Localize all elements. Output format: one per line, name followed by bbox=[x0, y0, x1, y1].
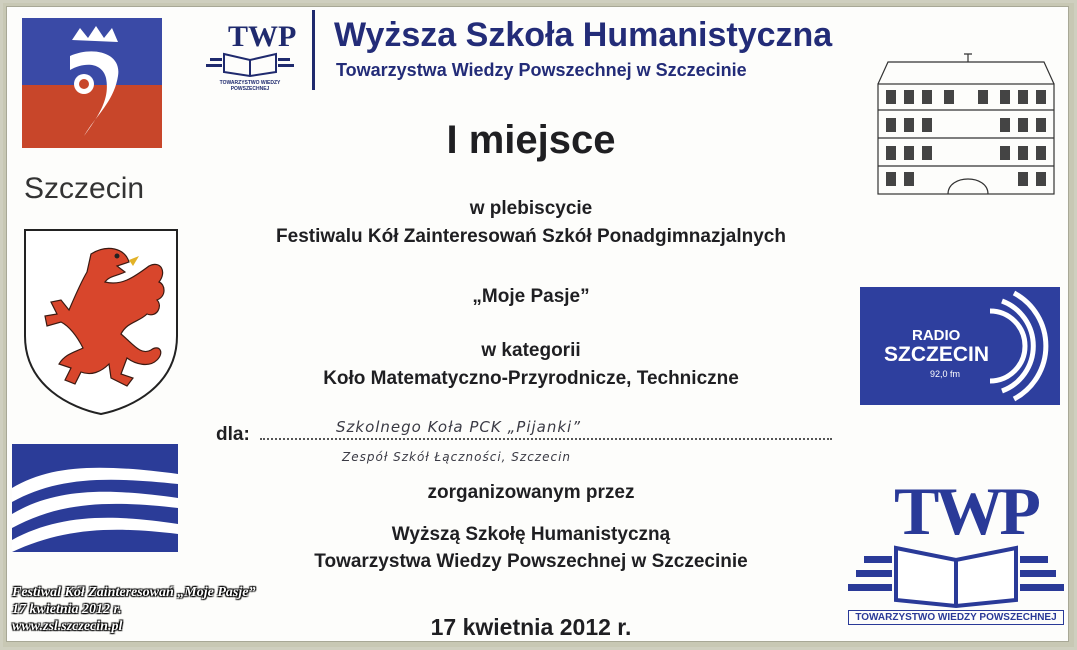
caption-line-3: www.zsl.szczecin.pl bbox=[12, 619, 123, 634]
plebiscite-line: w plebiscycie bbox=[469, 198, 593, 219]
radio-label-2: SZCZECIN bbox=[884, 343, 989, 366]
category-label: w kategorii bbox=[481, 340, 581, 361]
caption-line-2: 17 kwietnia 2012 r. bbox=[12, 602, 122, 617]
twp-header-caption: TOWARZYSTWO WIEDZY POWSZECHNEJ bbox=[219, 80, 281, 92]
header-divider bbox=[312, 10, 315, 90]
szczecin-logo bbox=[22, 18, 162, 218]
twp-header-logo bbox=[202, 14, 298, 90]
handwritten-school: Zespół Szkół Łączności, Szczecin bbox=[342, 450, 572, 464]
szczecin-label: Szczecin bbox=[24, 172, 145, 205]
dotted-line bbox=[260, 438, 832, 440]
griffin-coat-of-arms bbox=[21, 226, 181, 416]
svg-text:TWP: TWP bbox=[228, 20, 297, 53]
building-icon bbox=[868, 48, 1064, 198]
diploma-sheet bbox=[6, 6, 1069, 642]
festival-name: Festiwalu Kół Zainteresowań Szkół Ponadgimnazjalnych bbox=[276, 226, 786, 247]
place-heading: I miejsce bbox=[446, 118, 616, 162]
handwritten-recipient: Szkolnego Koła PCK „Pijanki” bbox=[336, 418, 581, 436]
wave-logo bbox=[12, 444, 178, 552]
open-book-icon bbox=[848, 472, 1064, 612]
twp-logo-caption: TOWARZYSTWO WIEDZY POWSZECHNEJ bbox=[848, 610, 1064, 625]
twp-logo bbox=[848, 472, 1064, 628]
waves-icon bbox=[12, 444, 178, 552]
organized-by-line: zorganizowanym przez bbox=[427, 482, 635, 503]
building-illustration bbox=[868, 48, 1064, 198]
organizer-line-1: Wyższą Szkołę Humanistyczną bbox=[391, 524, 671, 545]
radio-label-1: RADIO bbox=[912, 327, 961, 344]
caption-line-1: Festiwal Kół Zainteresowań „Moje Pasje” bbox=[12, 585, 256, 600]
for-label: dla: bbox=[216, 424, 250, 445]
svg-text:TWP: TWP bbox=[894, 473, 1037, 549]
griffin-icon bbox=[21, 226, 181, 416]
radio-frequency: 92,0 fm bbox=[930, 369, 961, 379]
szczecin-emblem-icon bbox=[22, 18, 162, 148]
diploma-date: 17 kwietnia 2012 r. bbox=[430, 614, 632, 640]
radio-szczecin-logo bbox=[860, 287, 1060, 405]
category-name: Koło Matematyczno-Przyrodnicze, Techniczne bbox=[323, 368, 739, 389]
school-name: Wyższa Szkoła Humanistyczna bbox=[334, 16, 833, 54]
overlay-caption bbox=[12, 584, 255, 635]
event-title: „Moje Pasje” bbox=[472, 286, 590, 307]
book-logo-icon bbox=[202, 14, 298, 90]
school-subtitle: Towarzystwa Wiedzy Powszechnej w Szczecinie bbox=[336, 60, 747, 80]
organizer-line-2: Towarzystwa Wiedzy Powszechnej w Szczecinie bbox=[314, 551, 748, 572]
